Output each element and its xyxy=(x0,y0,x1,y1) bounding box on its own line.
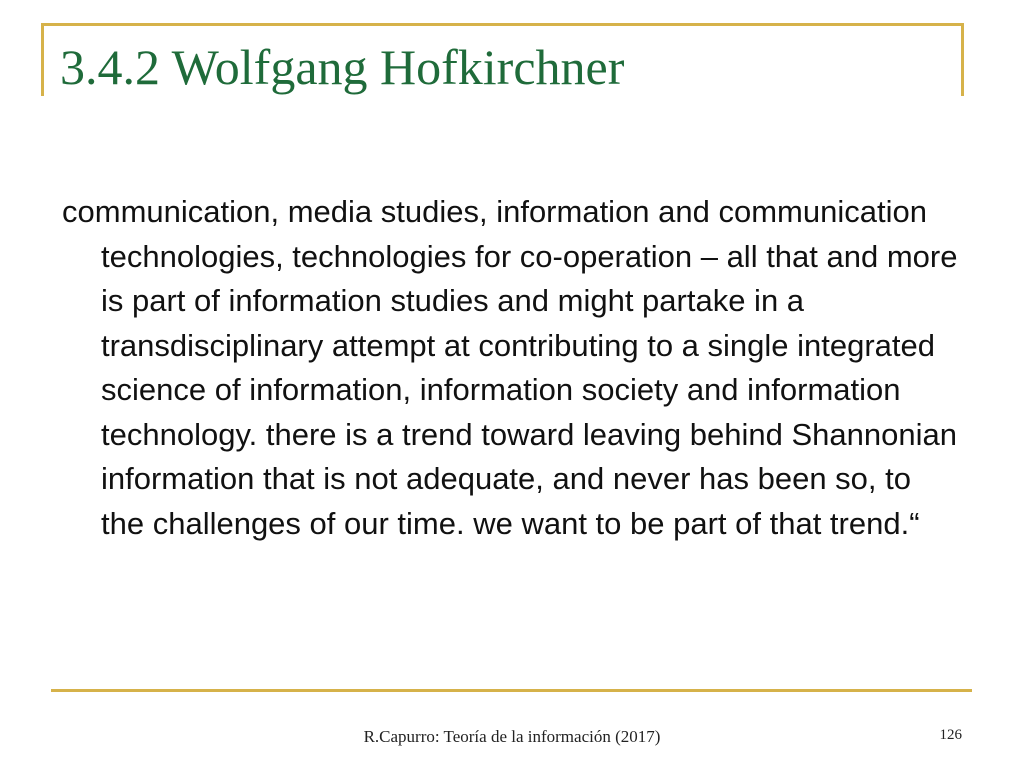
title-frame-top-rule xyxy=(44,23,964,26)
page-number: 126 xyxy=(939,727,962,743)
footer-citation: R.Capurro: Teoría de la información (2017) xyxy=(363,727,661,746)
footer-rule xyxy=(51,689,972,692)
body-quote-paragraph: communication, media studies, information and communication technologies, technologies for co-operation – all that and more is part of information studies and might partake in a transdisciplinary attempt at contributing to a single integrated science of information, information society and information technology. there is a trend toward leaving behind Shannonian information that is not adequate, and never has been so, to the challenges of our time. we want to be part of that trend.“ xyxy=(62,194,958,541)
title-frame-left-rule xyxy=(41,23,44,96)
title-frame-right-rule xyxy=(961,23,964,96)
slide-body xyxy=(62,190,962,546)
slide-title: 3.4.2 Wolfgang Hofkirchner xyxy=(60,39,625,95)
